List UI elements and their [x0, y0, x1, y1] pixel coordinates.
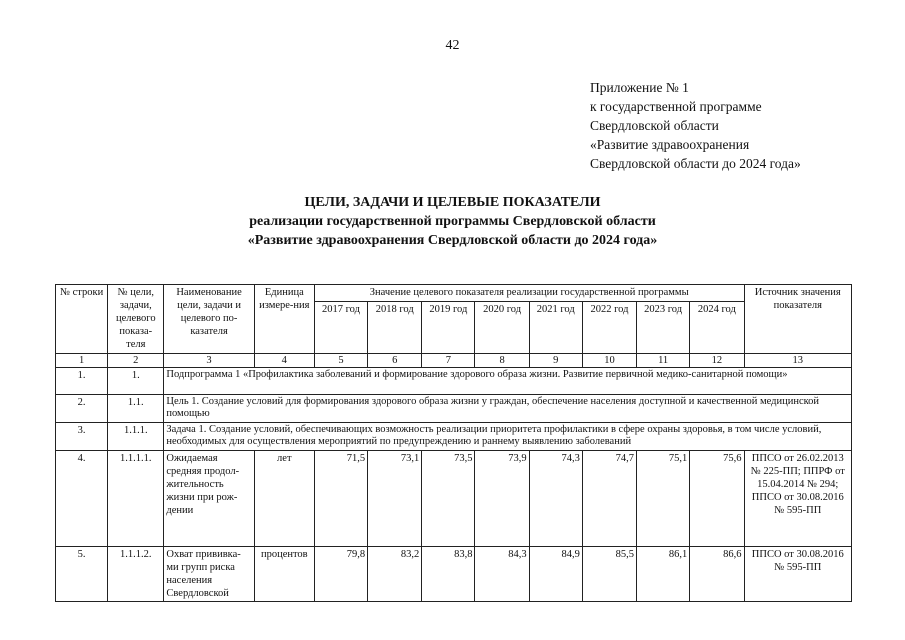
- index-cell: 11: [637, 354, 690, 368]
- row-code: 1.: [108, 368, 164, 395]
- document-title: [0, 193, 905, 250]
- title-line: реализации государственной программы Свердловской области: [249, 214, 656, 229]
- table-row: [56, 547, 852, 602]
- index-cell: 9: [529, 354, 582, 368]
- indicator-name: Охват прививка-ми групп риска населения Свердловской: [164, 547, 254, 602]
- value-cell: 83,8: [422, 547, 475, 602]
- indicator-unit: лет: [254, 451, 314, 547]
- row-code: 1.1.1.2.: [108, 547, 164, 602]
- value-cell: 75,6: [690, 451, 744, 547]
- header-values-group: Значение целевого показателя реализации государственной программы: [314, 285, 744, 302]
- index-cell: 8: [475, 354, 529, 368]
- index-cell: 5: [314, 354, 367, 368]
- header-year: 2023 год: [637, 302, 690, 354]
- row-code: 1.1.1.1.: [108, 451, 164, 547]
- row-number: 3.: [56, 423, 108, 451]
- header-unit: Единица измере-ния: [254, 285, 314, 354]
- table-row: [56, 423, 852, 451]
- appendix-line: «Развитие здравоохранения: [590, 137, 750, 152]
- value-cell: 71,5: [314, 451, 367, 547]
- appendix-line: к государственной программе: [590, 99, 762, 114]
- header-target-no: № цели, задачи, целевого показа-теля: [108, 285, 164, 354]
- value-cell: 83,2: [368, 547, 422, 602]
- header-row-no: № строки: [56, 285, 108, 354]
- table-row: [56, 395, 852, 423]
- task-text: Задача 1. Создание условий, обеспечивающих возможность реализации приоритета профилактики в сфере охраны здоровья, в том числе условий, необходимых для осуществления мероприятий по предупреждению и раннему выявлению заболеваний: [164, 423, 852, 451]
- table-row: [56, 368, 852, 395]
- header-year: 2024 год: [690, 302, 744, 354]
- value-cell: 74,7: [582, 451, 636, 547]
- header-year: 2018 год: [368, 302, 422, 354]
- appendix-line: Свердловской области: [590, 118, 719, 133]
- header-year: 2017 год: [314, 302, 367, 354]
- value-cell: 73,9: [475, 451, 529, 547]
- page-number: 42: [445, 38, 460, 53]
- value-cell: 86,6: [690, 547, 744, 602]
- row-code: 1.1.: [108, 395, 164, 423]
- indicator-name: Ожидаемая средняя продол-жительность жизни при рож-дении: [164, 451, 254, 547]
- appendix-line: Приложение № 1: [590, 80, 689, 95]
- index-cell: 2: [108, 354, 164, 368]
- row-number: 5.: [56, 547, 108, 602]
- header-year: 2019 год: [422, 302, 475, 354]
- subprogram-text: Подпрограмма 1 «Профилактика заболеваний и формирование здорового образа жизни. Развитие первичной медико-санитарной помощи»: [164, 368, 852, 395]
- source-cell: ППСО от 26.02.2013 № 225-ПП; ППРФ от 15.04.2014 № 294; ППСО от 30.08.2016 № 595-ПП: [744, 451, 851, 547]
- header-year: 2020 год: [475, 302, 529, 354]
- row-number: 2.: [56, 395, 108, 423]
- value-cell: 75,1: [637, 451, 690, 547]
- targets-table: [55, 284, 852, 602]
- value-cell: 73,5: [422, 451, 475, 547]
- index-cell: 10: [582, 354, 636, 368]
- index-cell: 6: [368, 354, 422, 368]
- indicator-unit: процентов: [254, 547, 314, 602]
- value-cell: 84,9: [529, 547, 582, 602]
- value-cell: 74,3: [529, 451, 582, 547]
- row-number: 4.: [56, 451, 108, 547]
- goal-text: Цель 1. Создание условий для формирования здорового образа жизни у граждан, обеспечение населения доступной и качественной медицинской помощью: [164, 395, 852, 423]
- index-cell: 4: [254, 354, 314, 368]
- header-year: 2021 год: [529, 302, 582, 354]
- index-cell: 13: [744, 354, 851, 368]
- index-cell: 3: [164, 354, 254, 368]
- value-cell: 86,1: [637, 547, 690, 602]
- title-line: «Развитие здравоохранения Свердловской области до 2024 года»: [247, 233, 658, 248]
- value-cell: 85,5: [582, 547, 636, 602]
- row-number: 1.: [56, 368, 108, 395]
- header-year: 2022 год: [582, 302, 636, 354]
- table-row: [56, 451, 852, 547]
- value-cell: 73,1: [368, 451, 422, 547]
- appendix-block: [590, 78, 801, 173]
- title-line: ЦЕЛИ, ЗАДАЧИ И ЦЕЛЕВЫЕ ПОКАЗАТЕЛИ: [304, 195, 601, 210]
- header-source: Источник значения показателя: [744, 285, 851, 354]
- index-cell: 12: [690, 354, 744, 368]
- appendix-line: Свердловской области до 2024 года»: [590, 156, 801, 171]
- header-name: Наименование цели, задачи и целевого по-казателя: [164, 285, 254, 354]
- value-cell: 79,8: [314, 547, 367, 602]
- value-cell: 84,3: [475, 547, 529, 602]
- row-code: 1.1.1.: [108, 423, 164, 451]
- index-cell: 1: [56, 354, 108, 368]
- index-cell: 7: [422, 354, 475, 368]
- source-cell: ППСО от 30.08.2016 № 595-ПП: [744, 547, 851, 602]
